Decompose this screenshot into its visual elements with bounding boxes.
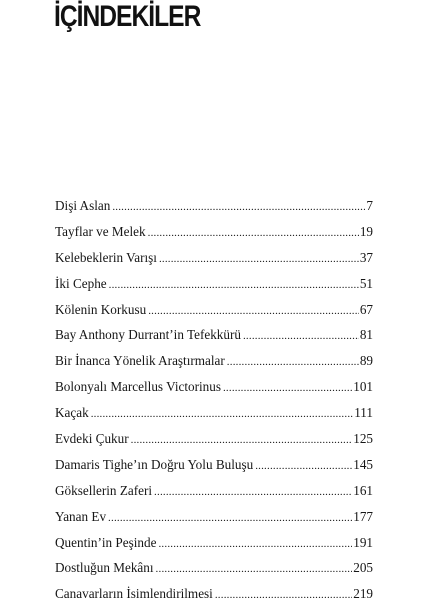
toc-entry [55,452,373,478]
toc-entry [55,245,373,271]
toc-page-number: 67 [359,301,373,317]
toc-dot-leader [223,376,352,402]
toc-entry [55,374,373,400]
toc-entry-title: Yanan Ev [55,508,107,524]
toc-entry [55,504,373,530]
toc-dot-leader [148,299,359,325]
toc-entry-title: Bay Anthony Durrant’in Tefekkürü [55,327,241,343]
toc-entry [55,219,373,245]
toc-dot-leader [156,557,353,583]
toc-dot-leader [243,324,359,350]
toc-entry-title: Kölenin Korkusu [55,301,147,317]
toc-page-number: 177 [353,508,373,524]
toc-page-number: 37 [359,249,373,265]
toc-entry [55,400,373,426]
toc-page-number: 219 [353,586,373,602]
toc-dot-leader [108,506,352,532]
toc-entry-title: Evdeki Çukur [55,431,129,447]
toc-dot-leader [131,428,353,454]
toc-entry-title: Bir İnanca Yönelik Araştırmalar [55,353,225,369]
toc-entry [55,426,373,452]
toc-entry [55,530,373,556]
toc-entry [55,297,373,323]
toc-page-number: 125 [353,431,373,447]
toc-dot-leader [255,454,352,480]
toc-entry-title: Bolonyalı Marcellus Victorinus [55,379,221,395]
toc-page-number: 51 [359,275,373,291]
toc-entry-title: Quentin’in Peşinde [55,534,157,550]
toc-dot-leader [227,350,359,376]
page-title: İÇİNDEKİLER [54,0,201,33]
toc-page-number: 7 [366,198,373,213]
toc-page-number: 19 [359,223,373,239]
toc-dot-leader [109,273,359,299]
toc-entry [55,478,373,504]
toc-page-number: 81 [359,327,373,343]
toc-dot-leader [112,195,365,221]
toc-page-number: 111 [354,405,373,421]
toc-entry [55,271,373,297]
toc-entry [55,193,373,219]
toc-entry-title: Canavarların İsimlendirilmesi [55,586,213,602]
toc-entry-title: Göksellerin Zaferi [55,482,153,498]
toc-entry-title: İki Cephe [55,275,107,291]
toc-dot-leader [154,480,352,506]
toc-dot-leader [159,247,359,273]
toc-dot-leader [158,532,352,558]
toc-page-number: 89 [359,353,373,369]
toc-dot-leader [91,402,354,428]
toc-entry [55,348,373,374]
toc-entry-title: Kaçak [55,405,89,421]
toc-entry [55,581,373,607]
toc-page-number: 161 [353,482,373,498]
toc-page-number: 191 [353,534,373,550]
toc-entry [55,555,373,581]
table-of-contents [55,193,373,607]
toc-entry-title: Dostluğun Mekânı [55,560,154,576]
toc-entry [55,322,373,348]
toc-page-number: 145 [353,456,373,472]
toc-page-number: 101 [353,379,373,395]
toc-page-number: 205 [353,560,373,576]
toc-dot-leader [148,221,359,247]
toc-entry-title: Damaris Tighe’ın Doğru Yolu Buluşu [55,456,254,472]
toc-dot-leader [215,583,352,609]
toc-entry-title: Kelebeklerin Varışı [55,249,157,265]
toc-entry-title: Dişi Aslan [55,198,111,213]
toc-entry-title: Tayflar ve Melek [55,223,146,239]
